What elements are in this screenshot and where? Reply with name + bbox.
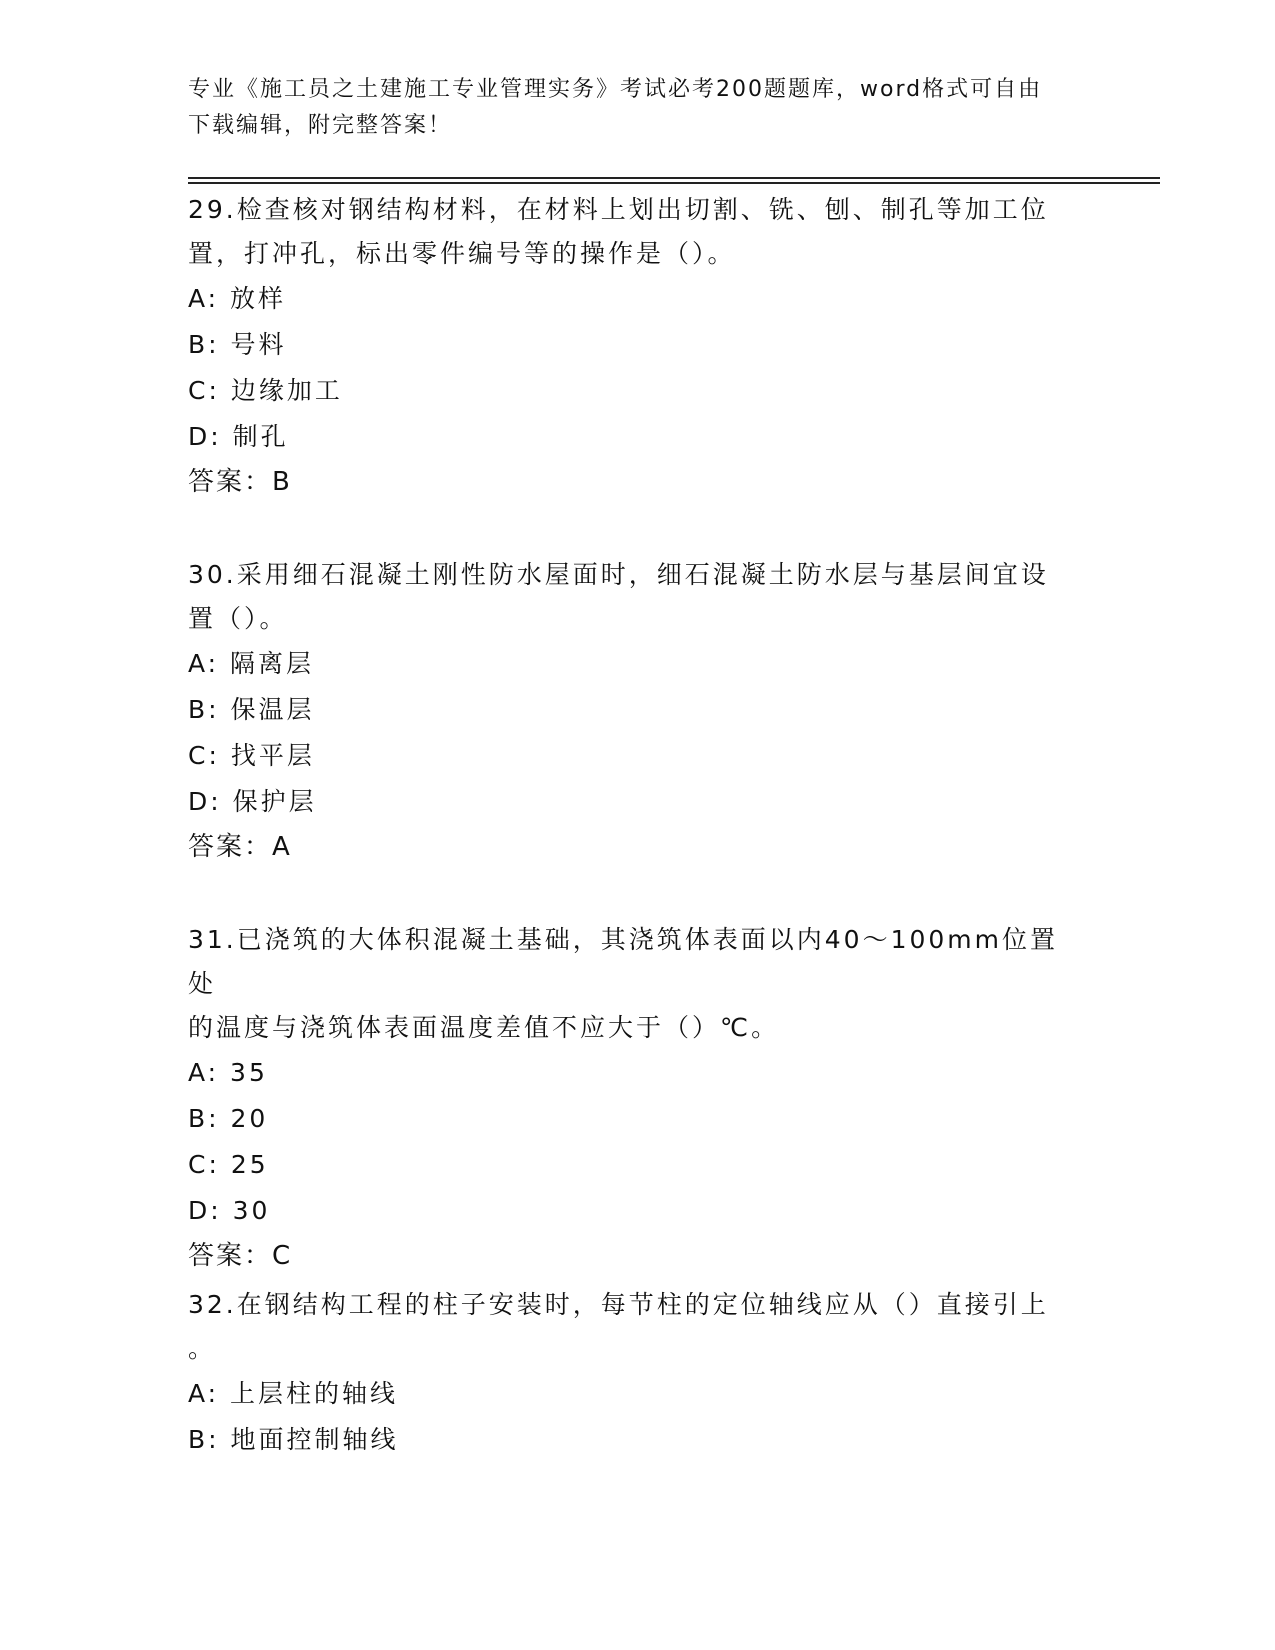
question-stem-line-1: 32.在钢结构工程的柱子安装时，每节柱的定位轴线应从（）直接引上 — [188, 1290, 1049, 1319]
header-line-2: 下载编辑，附完整答案！ — [188, 113, 453, 138]
option-a: A: 放样 — [188, 284, 287, 313]
option-a: A: 上层柱的轴线 — [188, 1379, 399, 1408]
option-d: D: 30 — [188, 1196, 271, 1225]
option-b: B: 地面控制轴线 — [188, 1425, 399, 1454]
question-32 — [188, 1283, 1078, 1463]
question-stem-line-2: 置（）。 — [188, 604, 288, 633]
question-stem-line-1: 31.已浇筑的大体积混凝土基础，其浇筑体表面以内40～100mm位置处 — [188, 925, 1058, 998]
option-b: B: 号料 — [188, 330, 287, 359]
option-a: A: 35 — [188, 1058, 268, 1087]
document-header — [188, 72, 1068, 144]
option-c: C: 边缘加工 — [188, 376, 343, 405]
question-stem-line-2: 。 — [188, 1334, 217, 1363]
question-stem-line-1: 29.检查核对钢结构材料，在材料上划出切割、铣、刨、制孔等加工位 — [188, 195, 1049, 224]
answer-line: 答案：A — [188, 832, 292, 862]
option-d: D: 保护层 — [188, 787, 317, 816]
option-b: B: 20 — [188, 1104, 269, 1133]
option-d: D: 制孔 — [188, 422, 289, 451]
question-31 — [188, 918, 1078, 1278]
question-29 — [188, 188, 1078, 504]
header-line-1: 专业《施工员之土建施工专业管理实务》考试必考200题题库，word格式可自由 — [188, 77, 1043, 102]
answer-line: 答案：B — [188, 467, 292, 497]
option-c: C: 找平层 — [188, 741, 315, 770]
question-30 — [188, 553, 1078, 869]
header-divider-bottom — [188, 182, 1160, 184]
question-stem-line-1: 30.采用细石混凝土刚性防水屋面时，细石混凝土防水层与基层间宜设 — [188, 560, 1049, 589]
header-divider-top — [188, 177, 1160, 179]
option-c: C: 25 — [188, 1150, 269, 1179]
answer-line: 答案：C — [188, 1241, 293, 1271]
option-b: B: 保温层 — [188, 695, 315, 724]
question-stem-line-2: 置，打冲孔，标出零件编号等的操作是（）。 — [188, 239, 736, 268]
option-a: A: 隔离层 — [188, 649, 315, 678]
question-stem-line-2: 的温度与浇筑体表面温度差值不应大于（）℃。 — [188, 1013, 780, 1042]
